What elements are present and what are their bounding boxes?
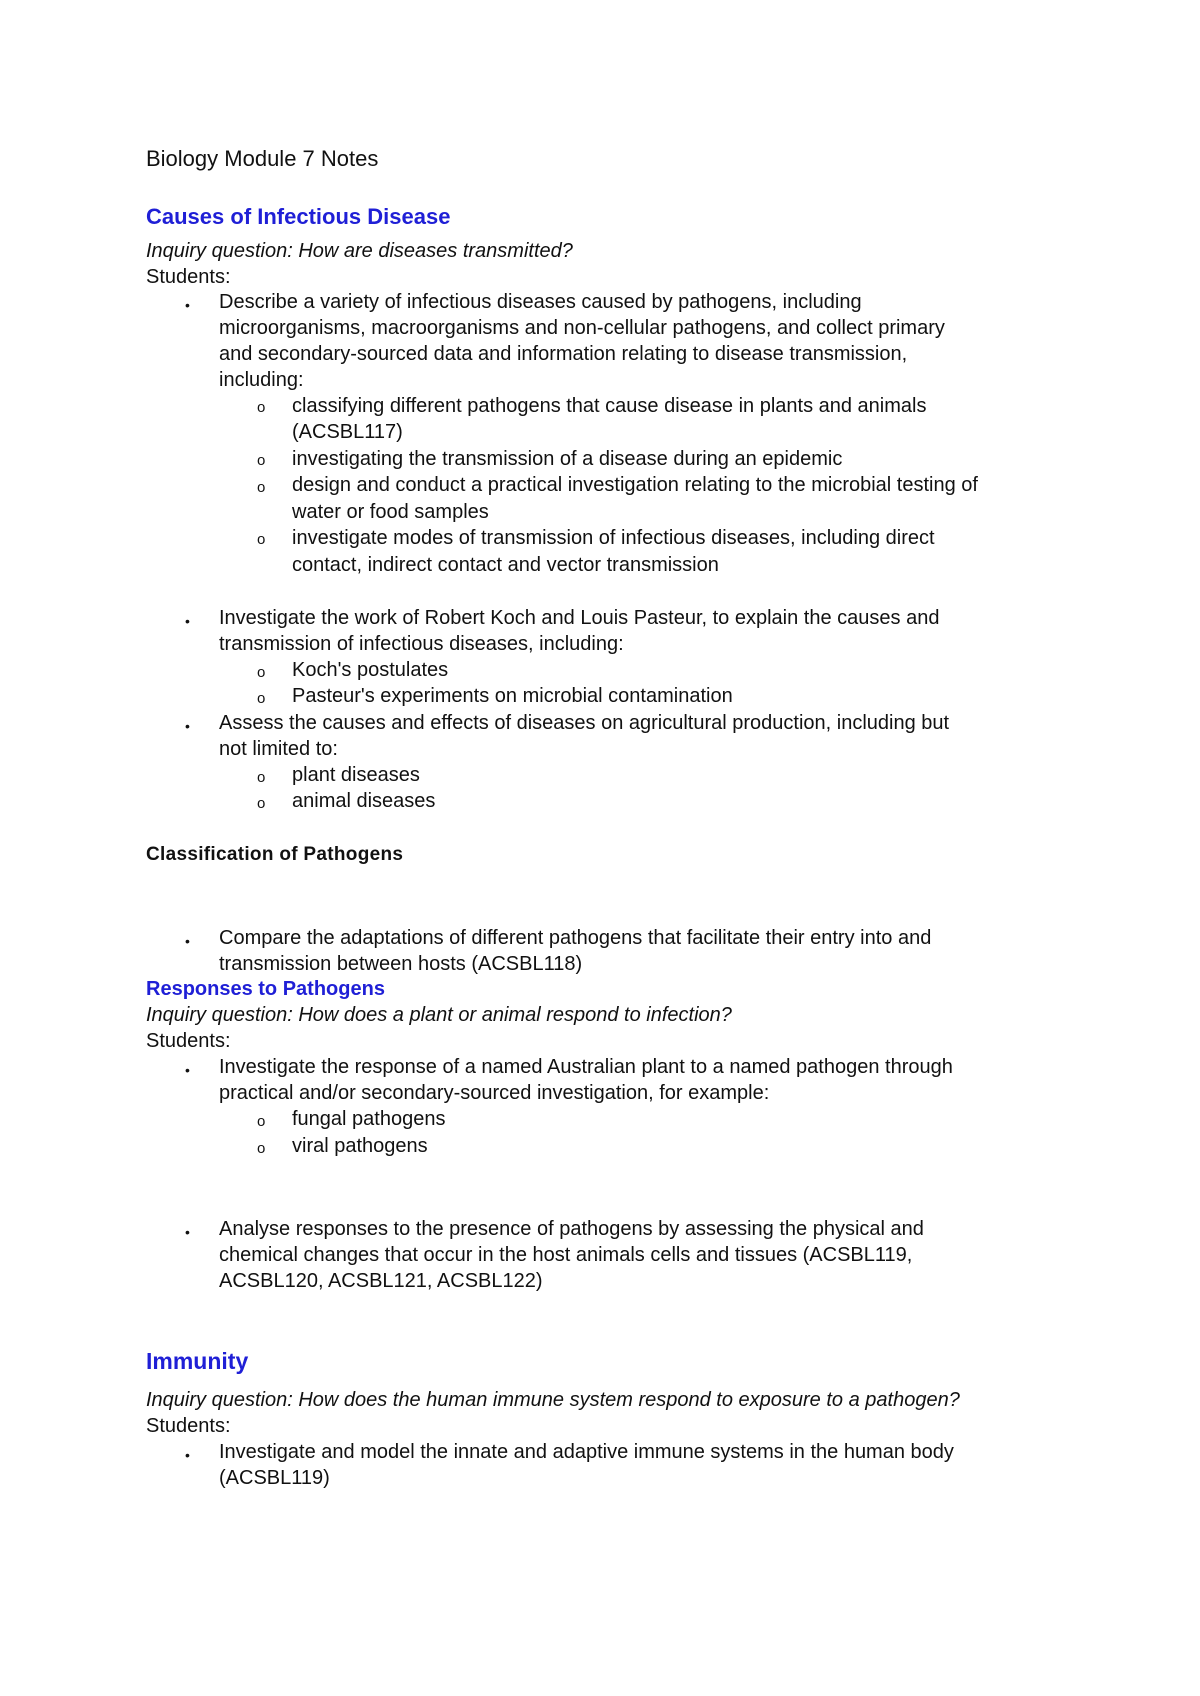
- sub-bullet-marker: o: [257, 664, 266, 681]
- bullet-text: transmission between hosts (ACSBL118): [219, 953, 583, 975]
- bullet-text: Assess the causes and effects of diseases on agricultural production, including but: [219, 712, 950, 734]
- bullet-text: Describe a variety of infectious diseases caused by pathogens, including: [219, 291, 862, 313]
- bullet-marker: •: [185, 1224, 190, 1240]
- sub-bullet-marker: o: [257, 452, 266, 469]
- bullet-text: Investigate the response of a named Australian plant to a named pathogen through: [219, 1056, 953, 1078]
- inquiry-question: Inquiry question: How are diseases transmitted?: [146, 240, 573, 262]
- section-heading-causes: Causes of Infectious Disease: [146, 204, 451, 229]
- sub-bullet-marker: o: [257, 531, 266, 548]
- bullet-text: Investigate the work of Robert Koch and Louis Pasteur, to explain the causes and: [219, 607, 940, 629]
- students-label: Students:: [146, 1415, 231, 1437]
- bullet-marker: •: [185, 933, 190, 949]
- bullet-marker: •: [185, 613, 190, 629]
- sub-bullet-text: plant diseases: [292, 764, 420, 786]
- bullet-marker: •: [185, 1447, 190, 1463]
- section-heading-classification: Classification of Pathogens: [146, 844, 404, 865]
- document-title: Biology Module 7 Notes: [146, 146, 379, 171]
- bullet-text: (ACSBL119): [219, 1467, 330, 1489]
- bullet-text: Compare the adaptations of different pathogens that facilitate their entry into and: [219, 927, 932, 949]
- bullet-marker: •: [185, 718, 190, 734]
- section-heading-responses: Responses to Pathogens: [146, 978, 385, 1000]
- sub-bullet-text: viral pathogens: [292, 1135, 428, 1157]
- bullet-text: chemical changes that occur in the host animals cells and tissues (ACSBL119,: [219, 1244, 913, 1266]
- sub-bullet-marker: o: [257, 479, 266, 496]
- sub-bullet-text: fungal pathogens: [292, 1108, 446, 1130]
- sub-bullet-text: (ACSBL117): [292, 421, 403, 443]
- sub-bullet-text: Koch's postulates: [292, 659, 449, 681]
- bullet-text: ACSBL120, ACSBL121, ACSBL122): [219, 1270, 543, 1292]
- bullet-text: microorganisms, macroorganisms and non-cellular pathogens, and collect primary: [219, 317, 945, 339]
- inquiry-question: Inquiry question: How does a plant or animal respond to infection?: [146, 1004, 732, 1026]
- sub-bullet-text: contact, indirect contact and vector transmission: [292, 554, 719, 576]
- sub-bullet-text: Pasteur's experiments on microbial contamination: [292, 685, 733, 707]
- sub-bullet-marker: o: [257, 1140, 266, 1157]
- section-heading-immunity: Immunity: [146, 1348, 249, 1374]
- sub-bullet-text: design and conduct a practical investigation relating to the microbial testing of: [292, 474, 978, 496]
- bullet-text: including:: [219, 369, 304, 391]
- inquiry-question: Inquiry question: How does the human immune system respond to exposure to a pathogen?: [146, 1389, 960, 1411]
- bullet-text: practical and/or secondary-sourced investigation, for example:: [219, 1082, 770, 1104]
- sub-bullet-marker: o: [257, 769, 266, 786]
- sub-bullet-marker: o: [257, 795, 266, 812]
- bullet-text: Analyse responses to the presence of pathogens by assessing the physical and: [219, 1218, 924, 1240]
- sub-bullet-text: classifying different pathogens that cause disease in plants and animals: [292, 395, 927, 417]
- sub-bullet-text: animal diseases: [292, 790, 436, 812]
- bullet-marker: •: [185, 1062, 190, 1078]
- bullet-text: Investigate and model the innate and adaptive immune systems in the human body: [219, 1441, 954, 1463]
- sub-bullet-marker: o: [257, 1113, 266, 1130]
- students-label: Students:: [146, 1030, 231, 1052]
- sub-bullet-text: investigating the transmission of a disease during an epidemic: [292, 448, 843, 470]
- sub-bullet-marker: o: [257, 690, 266, 707]
- bullet-text: transmission of infectious diseases, including:: [219, 633, 624, 655]
- bullet-text: and secondary-sourced data and information relating to disease transmission,: [219, 343, 908, 365]
- bullet-text: not limited to:: [219, 738, 338, 760]
- sub-bullet-marker: o: [257, 399, 266, 416]
- sub-bullet-text: investigate modes of transmission of infectious diseases, including direct: [292, 527, 935, 549]
- sub-bullet-text: water or food samples: [292, 501, 489, 523]
- bullet-marker: •: [185, 297, 190, 313]
- students-label: Students:: [146, 266, 231, 288]
